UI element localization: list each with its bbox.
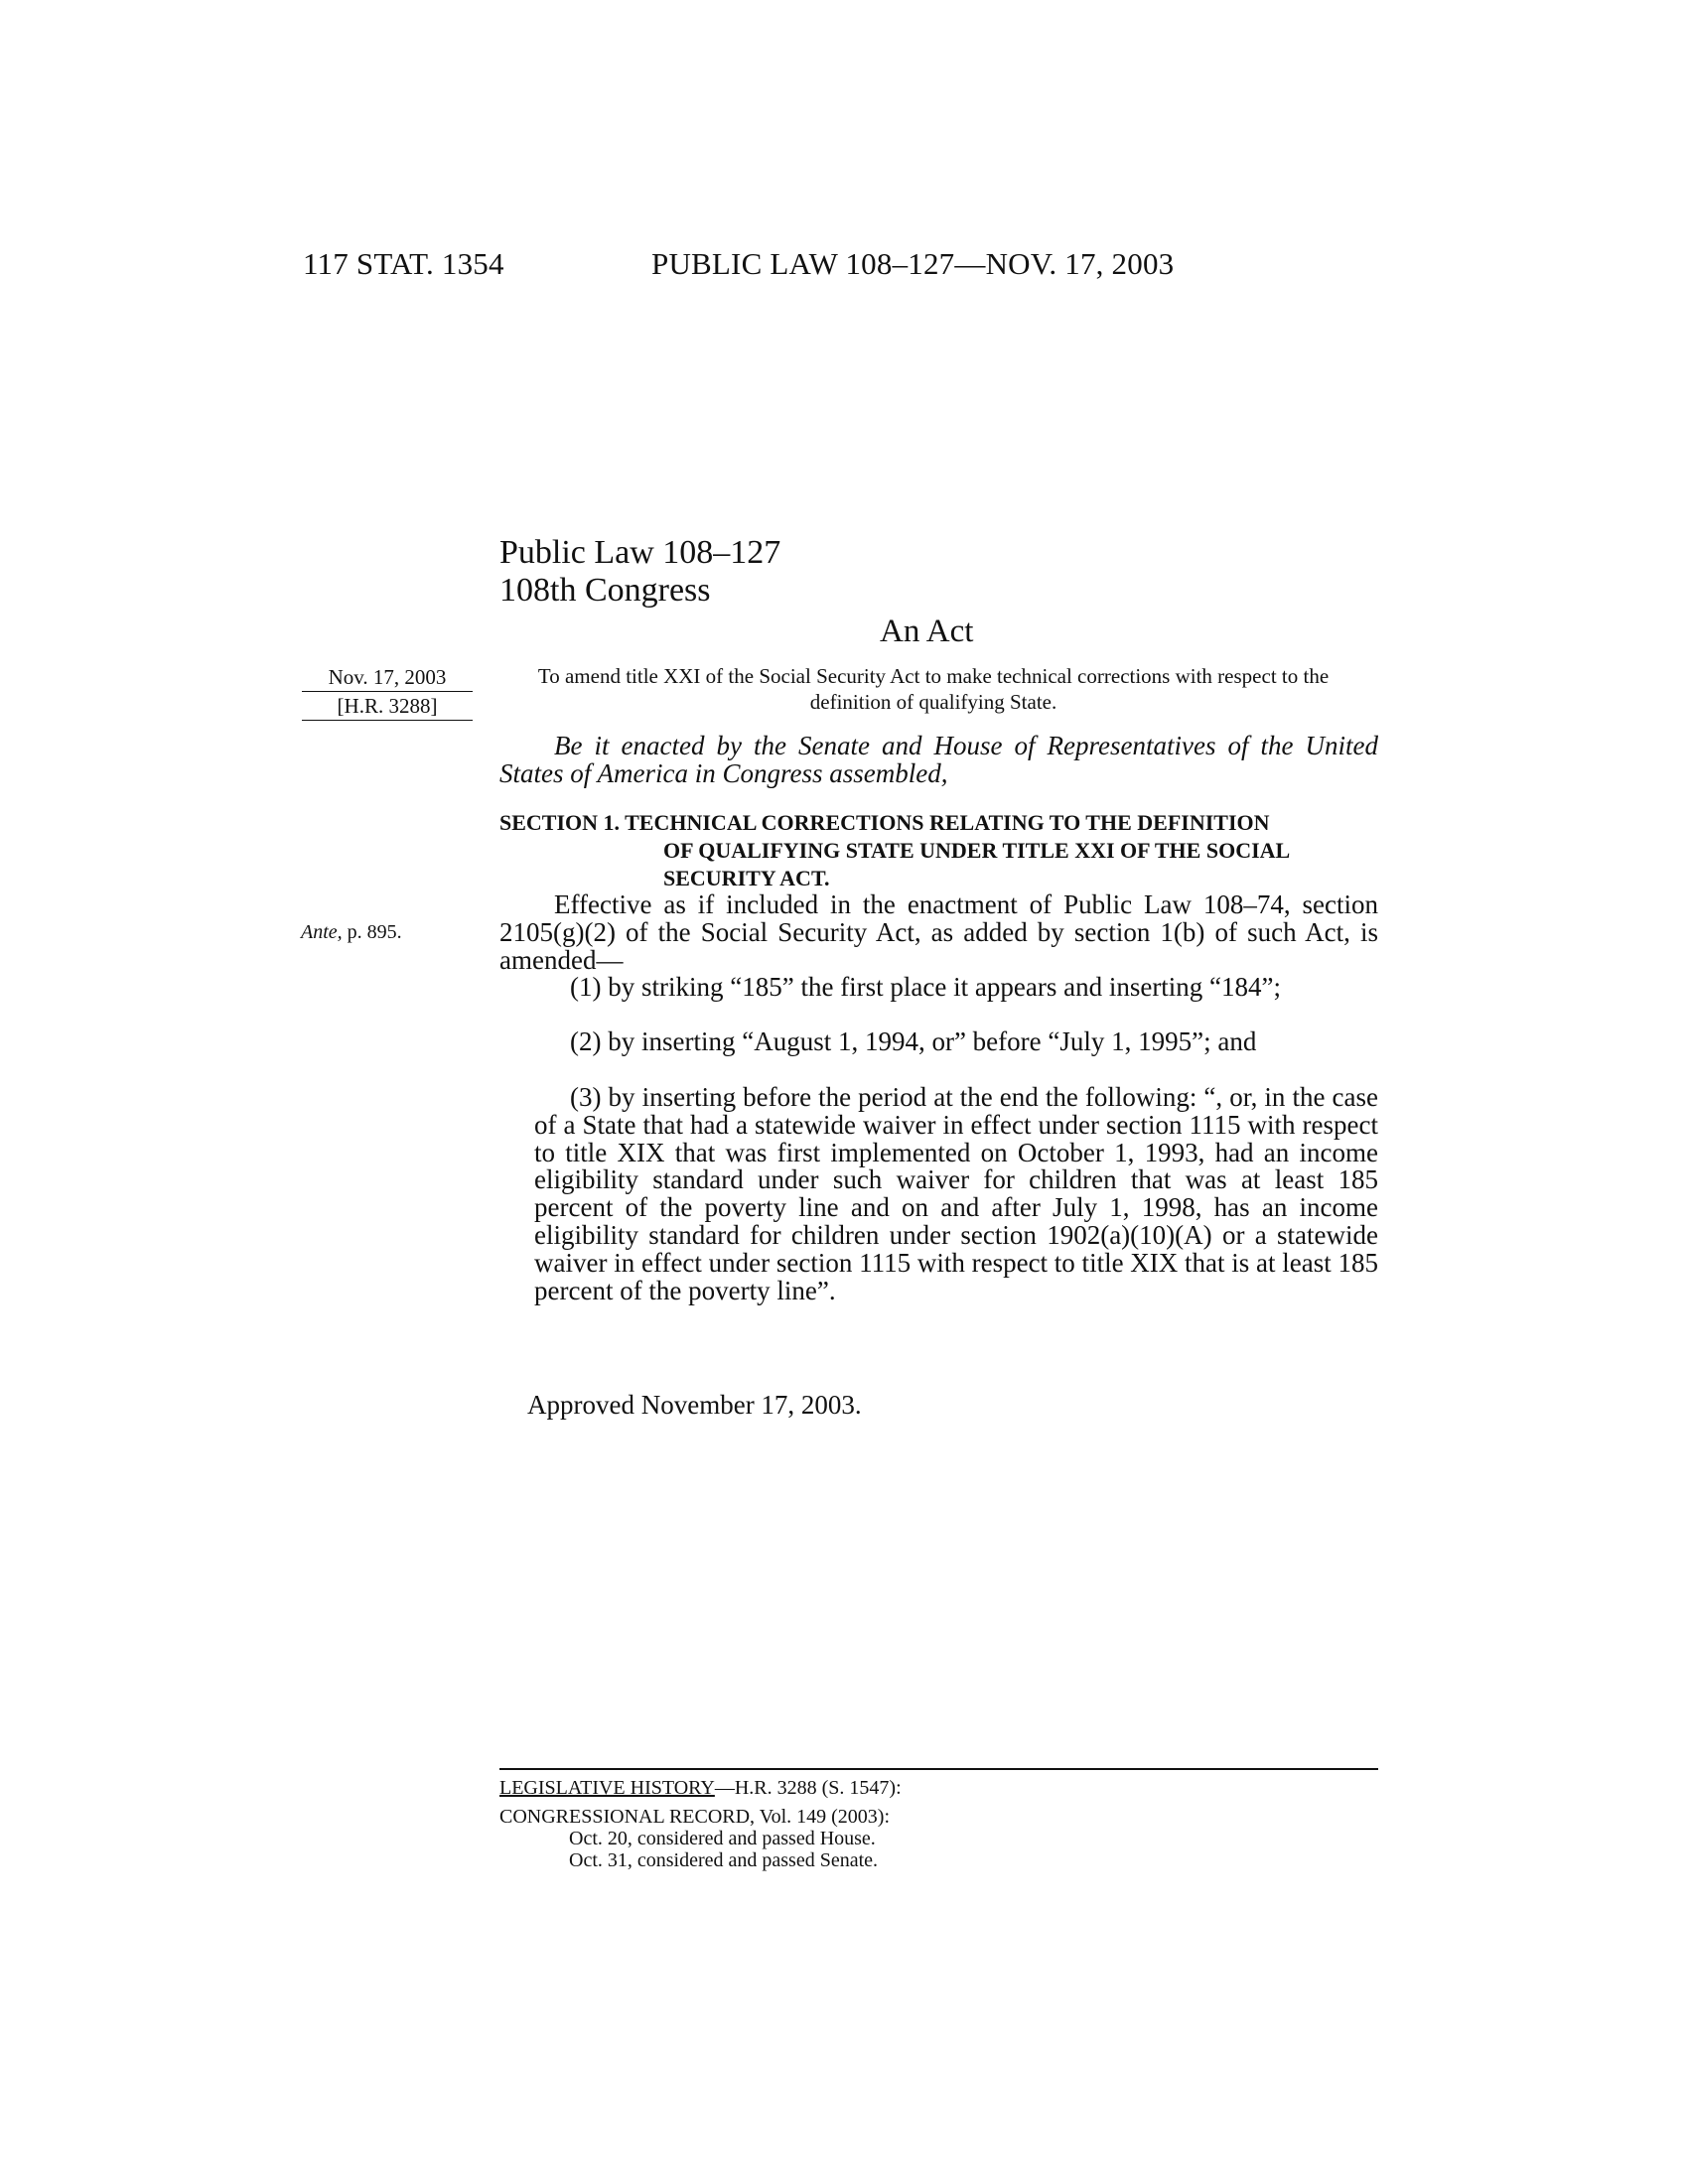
law-title-block xyxy=(499,534,780,610)
an-act-heading: An Act xyxy=(880,614,974,649)
congressional-record: CONGRESSIONAL RECORD, Vol. 149 (2003): xyxy=(499,1806,890,1828)
sidenote-date: Nov. 17, 2003 xyxy=(302,663,473,692)
history-entry-senate: Oct. 31, considered and passed Senate. xyxy=(569,1849,879,1871)
section-heading xyxy=(499,809,1378,892)
legislative-history-title: LEGISLATIVE HISTORY xyxy=(499,1777,715,1799)
section-heading-line1: SECTION 1. TECHNICAL CORRECTIONS RELATING TO THE DEFINITION xyxy=(499,810,1270,835)
approval-date: Approved November 17, 2003. xyxy=(527,1390,862,1420)
legislative-history-header xyxy=(499,1777,902,1799)
sidenote-ante-reference xyxy=(301,921,402,944)
page-stat-reference: 117 STAT. 1354 xyxy=(303,246,504,281)
running-title: PUBLIC LAW 108–127—NOV. 17, 2003 xyxy=(651,246,1175,281)
section-intro-paragraph: Effective as if included in the enactment of Public Law 108–74, section 2105(g)(2) of the Social Security Act, as added by section 1(b) of such Act, is amended— xyxy=(499,889,1378,975)
amendment-item-1 xyxy=(534,974,1378,1002)
sidenote-bill-number: [H.R. 3288] xyxy=(302,692,473,721)
amendment-item-text: (1) by striking “185” the first place it appears and inserting “184”; xyxy=(570,972,1282,1002)
legislative-history-bill: —H.R. 3288 (S. 1547): xyxy=(714,1777,902,1799)
amendment-item-text: (2) by inserting “August 1, 1994, or” before “July 1, 1995”; and xyxy=(570,1026,1257,1056)
sidenote-date-bill xyxy=(298,663,477,721)
footnote-divider xyxy=(499,1768,1378,1770)
ante-page: p. 895. xyxy=(342,921,402,943)
enacting-clause: Be it enacted by the Senate and House of Representatives of the United States of America in Congress assembled, xyxy=(499,731,1378,788)
history-entry-house: Oct. 20, considered and passed House. xyxy=(569,1828,876,1849)
amendment-item-3 xyxy=(534,1084,1378,1304)
section-heading-continued: OF QUALIFYING STATE UNDER TITLE XXI OF THE SOCIAL SECURITY ACT. xyxy=(663,838,1289,890)
amendment-item-text: (3) by inserting before the period at the end the following: “, or, in the case of a State that had a statewide waiver in effect under section 1115 with respect to title XIX that was first implemented on October 1, 1993, had an income eligibility standard under such waiver for children that was at least 185 percent of the poverty line and on and after July 1, 1998, has an income eligibility standard for children under section 1902(a)(10)(A) or a statewide waiver in effect under section 1115 with respect to title XIX that is at least 185 percent of the poverty line”. xyxy=(534,1082,1378,1305)
legislative-history xyxy=(499,1777,902,1871)
act-purpose: To amend title XXI of the Social Security Act to make technical corrections with respect to the definition of qualifying State. xyxy=(537,664,1330,714)
amendment-item-2 xyxy=(534,1028,1378,1056)
ante-italic: Ante, xyxy=(301,921,343,943)
congress-number: 108th Congress xyxy=(499,572,711,609)
law-number: Public Law 108–127 xyxy=(499,534,781,571)
